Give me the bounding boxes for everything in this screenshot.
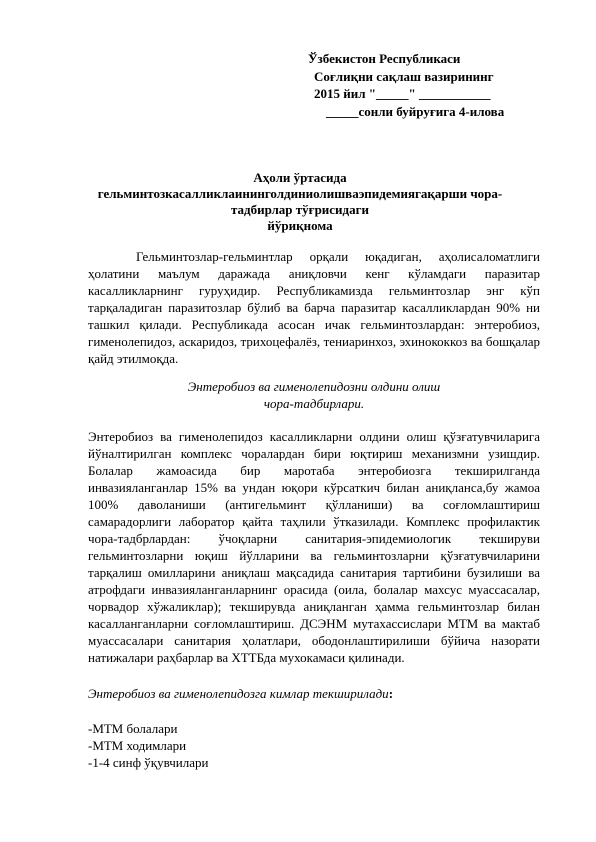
section-heading-line-2: чора-тадбирлари. (263, 396, 365, 411)
list-item: -МТМ болалари (88, 721, 178, 736)
header-line-ministry: Соғлиқни сақлаш вазирининг (314, 68, 494, 84)
list-item: -1-4 синф ўқувчилари (88, 755, 209, 770)
section-paragraph: Энтеробиоз ва гименолепидоз касалликларни олдини олиш қўзғатувчиларига йўналтирилган комплекс чоралардан бири юқтириш механизмни узишдир. Болалар жамоасида бир маротаба энтеробиозга текширилганда инвазияланганлар 15% ва ундан юқори кўрсаткич билан аниқланса,бу жамоа 100% даволаниши (антигельминт қўлланиши) ва соғломлаштириш самарадорлиги лаборатор қайта таҳлили ўтказилади. Комплекс профилактик чора-тадбрлардан: ўчоқларни санитария-эпидемиологик текшируви гельминтозларни юқиш йўлларини ва гельминтозларни қўзғатувчиларини тарқалиш омилларини аниқлаш мақсадида санитария тартибини бузилиши ва атрофдаги инвазияланганларнинг орасида (оила, болалар махсус муассасалар, чорвадор хўжаликлар); текширувда аниқланган ҳамма гельминтозлар билан касалланганларни соғломлаштириш. ДСЭНМ мутахассислари МТМ ва мактаб муассасалари санитария ҳолатлари, ободонлаштирилиши бўйича назорати натижалари раҳбарлар ва ХТТБда мухокамаси қилинади. (88, 429, 540, 665)
screening-lead-colon: : (388, 686, 394, 701)
header-line-order: _____сонли буйруғига 4-илова (326, 103, 505, 119)
list-item: -МТМ ходимлари (88, 738, 187, 753)
section-heading-line-1: Энтеробиоз ва гименолепидозни олдини олиш (187, 379, 441, 394)
screening-lead-text: Энтеробиоз ва гименолепидозга кимлар текширилади (88, 686, 389, 701)
title-line-4: йўриқнома (267, 218, 333, 233)
section-heading (88, 378, 540, 412)
intro-paragraph: Гельминтозлар-гельминтлар орқали юқадиган, аҳолисаломатлиги ҳолатини маълум даражада аниқловчи кенг кўламдаги паразитар касалликларнинг гуруҳидир. Республикамизда гельминтозлар энг кўп тарқаладиган паразитозлар бўлиб ва барча паразитар касалликлардан 90% ни ташкил қилади. Республикада асосан ичак гельминтозлардан: энтеробиоз, гименолепидоз, аскаридоз, трихоцефалёз, тениаринхоз, эхинококкоз ва бошқалар қайд этилмоқда. (88, 249, 540, 366)
screening-lead-line (88, 685, 540, 702)
document-title (70, 170, 530, 234)
header-line-country: Ўзбекистон Республикаси (308, 51, 461, 66)
header-line-date: 2015 йил "_____" ___________ (314, 86, 491, 101)
title-line-2: гельминтозкасалликлаининголдиниолишваэпидемиягақарши чора- (97, 186, 503, 201)
screening-list (88, 720, 540, 771)
title-line-3: тадбирлар тўғрисидаги (230, 202, 370, 217)
title-line-1: Аҳоли ўртасида (253, 170, 347, 185)
appendix-header (308, 50, 578, 120)
